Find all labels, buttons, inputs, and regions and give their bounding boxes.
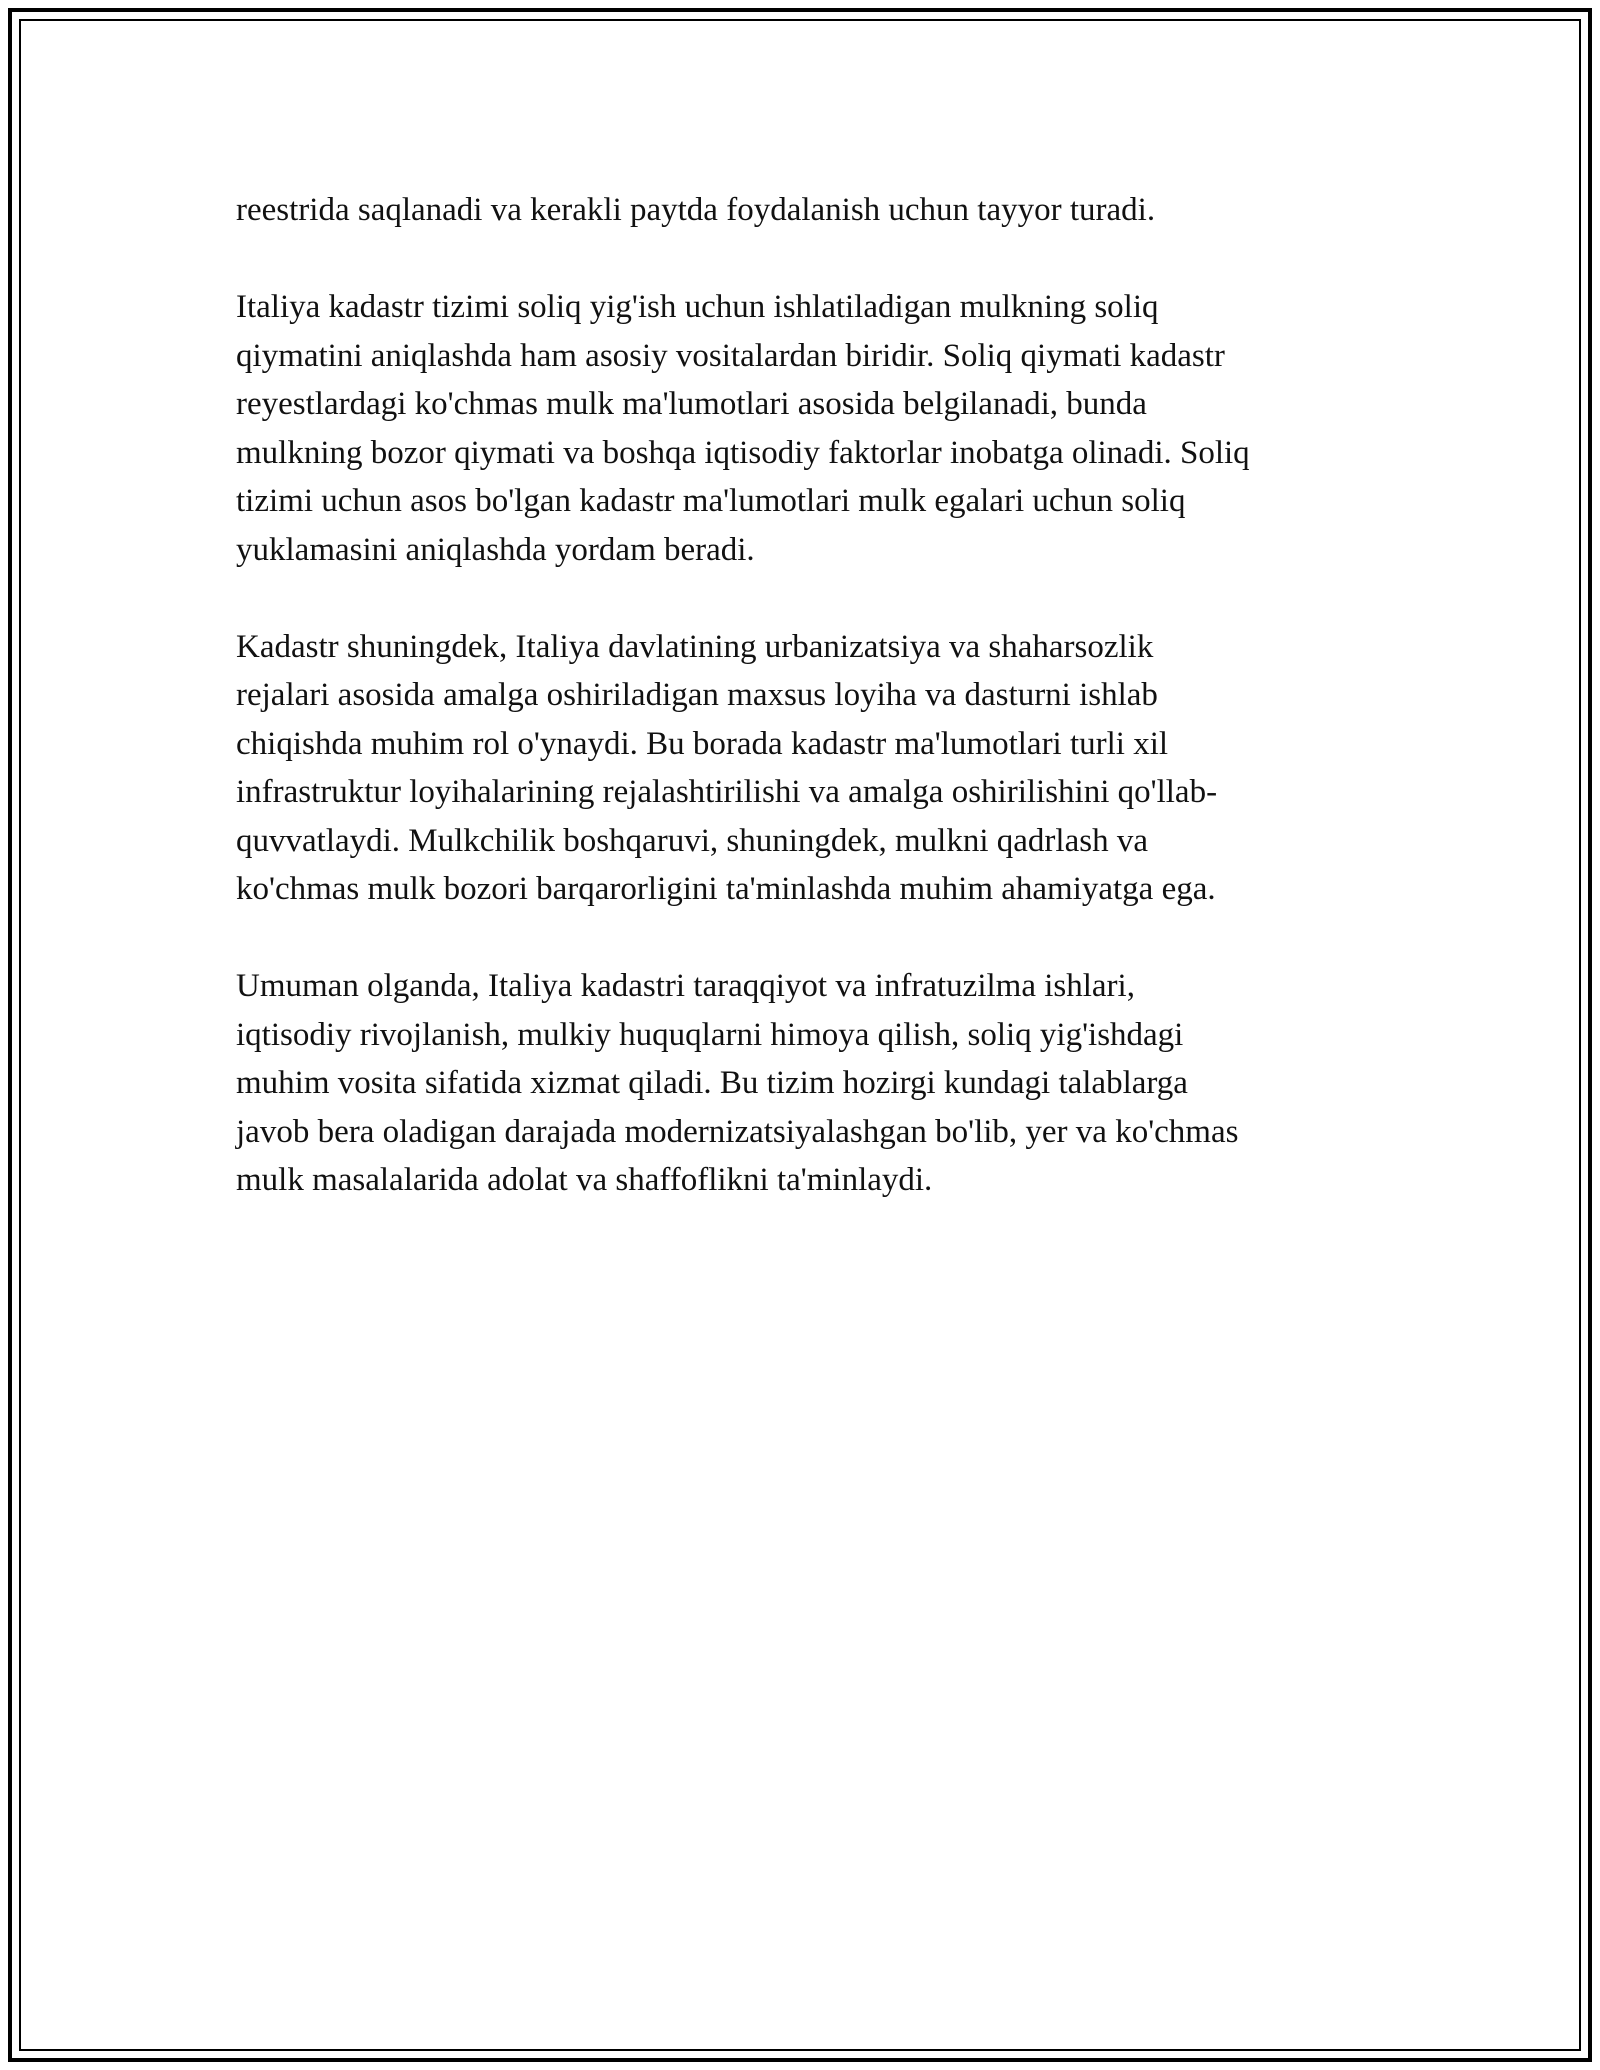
document-body bbox=[236, 186, 1386, 1253]
paragraph-2: Italiya kadastr tizimi soliq yig'ish uchun ishlatiladigan mulkning soliq qiymatini aniqlashda ham asosiy vositalardan biridir. Soliq qiymati kadastr reyestlardagi ko'chmas mulk ma'lumotlari asosida belgilanadi, bunda mulkning bozor qiymati va boshqa iqtisodiy faktorlar inobatga olinadi. Soliq tizimi uchun asos bo'lgan kadastr ma'lumotlari mulk egalari uchun soliq yuklamasini aniqlashda yordam beradi. bbox=[236, 289, 1250, 568]
paragraph-1: reestrida saqlanadi va kerakli paytda foydalanish uchun tayyor turadi. bbox=[236, 192, 1156, 228]
paragraph-4: Umuman olganda, Italiya kadastri taraqqiyot va infratuzilma ishlari, iqtisodiy rivojlanish, mulkiy huquqlarni himoya qilish, soliq yig'ishdagi muhim vosita sifatida xizmat qiladi. Bu tizim hozirgi kundagi talablarga javob bera oladigan darajada modernizatsiyalashgan bo'lib, yer va ko'chmas mulk masalalarida adolat va shaffoflikni ta'minlaydi. bbox=[236, 968, 1239, 1198]
paragraph-3: Kadastr shuningdek, Italiya davlatining urbanizatsiya va shaharsozlik rejalari asosida amalga oshiriladigan maxsus loyiha va dasturni ishlab chiqishda muhim rol o'ynaydi. Bu borada kadastr ma'lumotlari turli xil infrastruktur loyihalarining rejalashtirilishi va amalga oshirilishini qo'llab- quvvatlaydi. Mulkchilik boshqaruvi, shuningdek, mulkni qadrlash va ko'chmas mulk bozori barqarorligini ta'minlashda muhim ahamiyatga ega. bbox=[236, 628, 1218, 907]
